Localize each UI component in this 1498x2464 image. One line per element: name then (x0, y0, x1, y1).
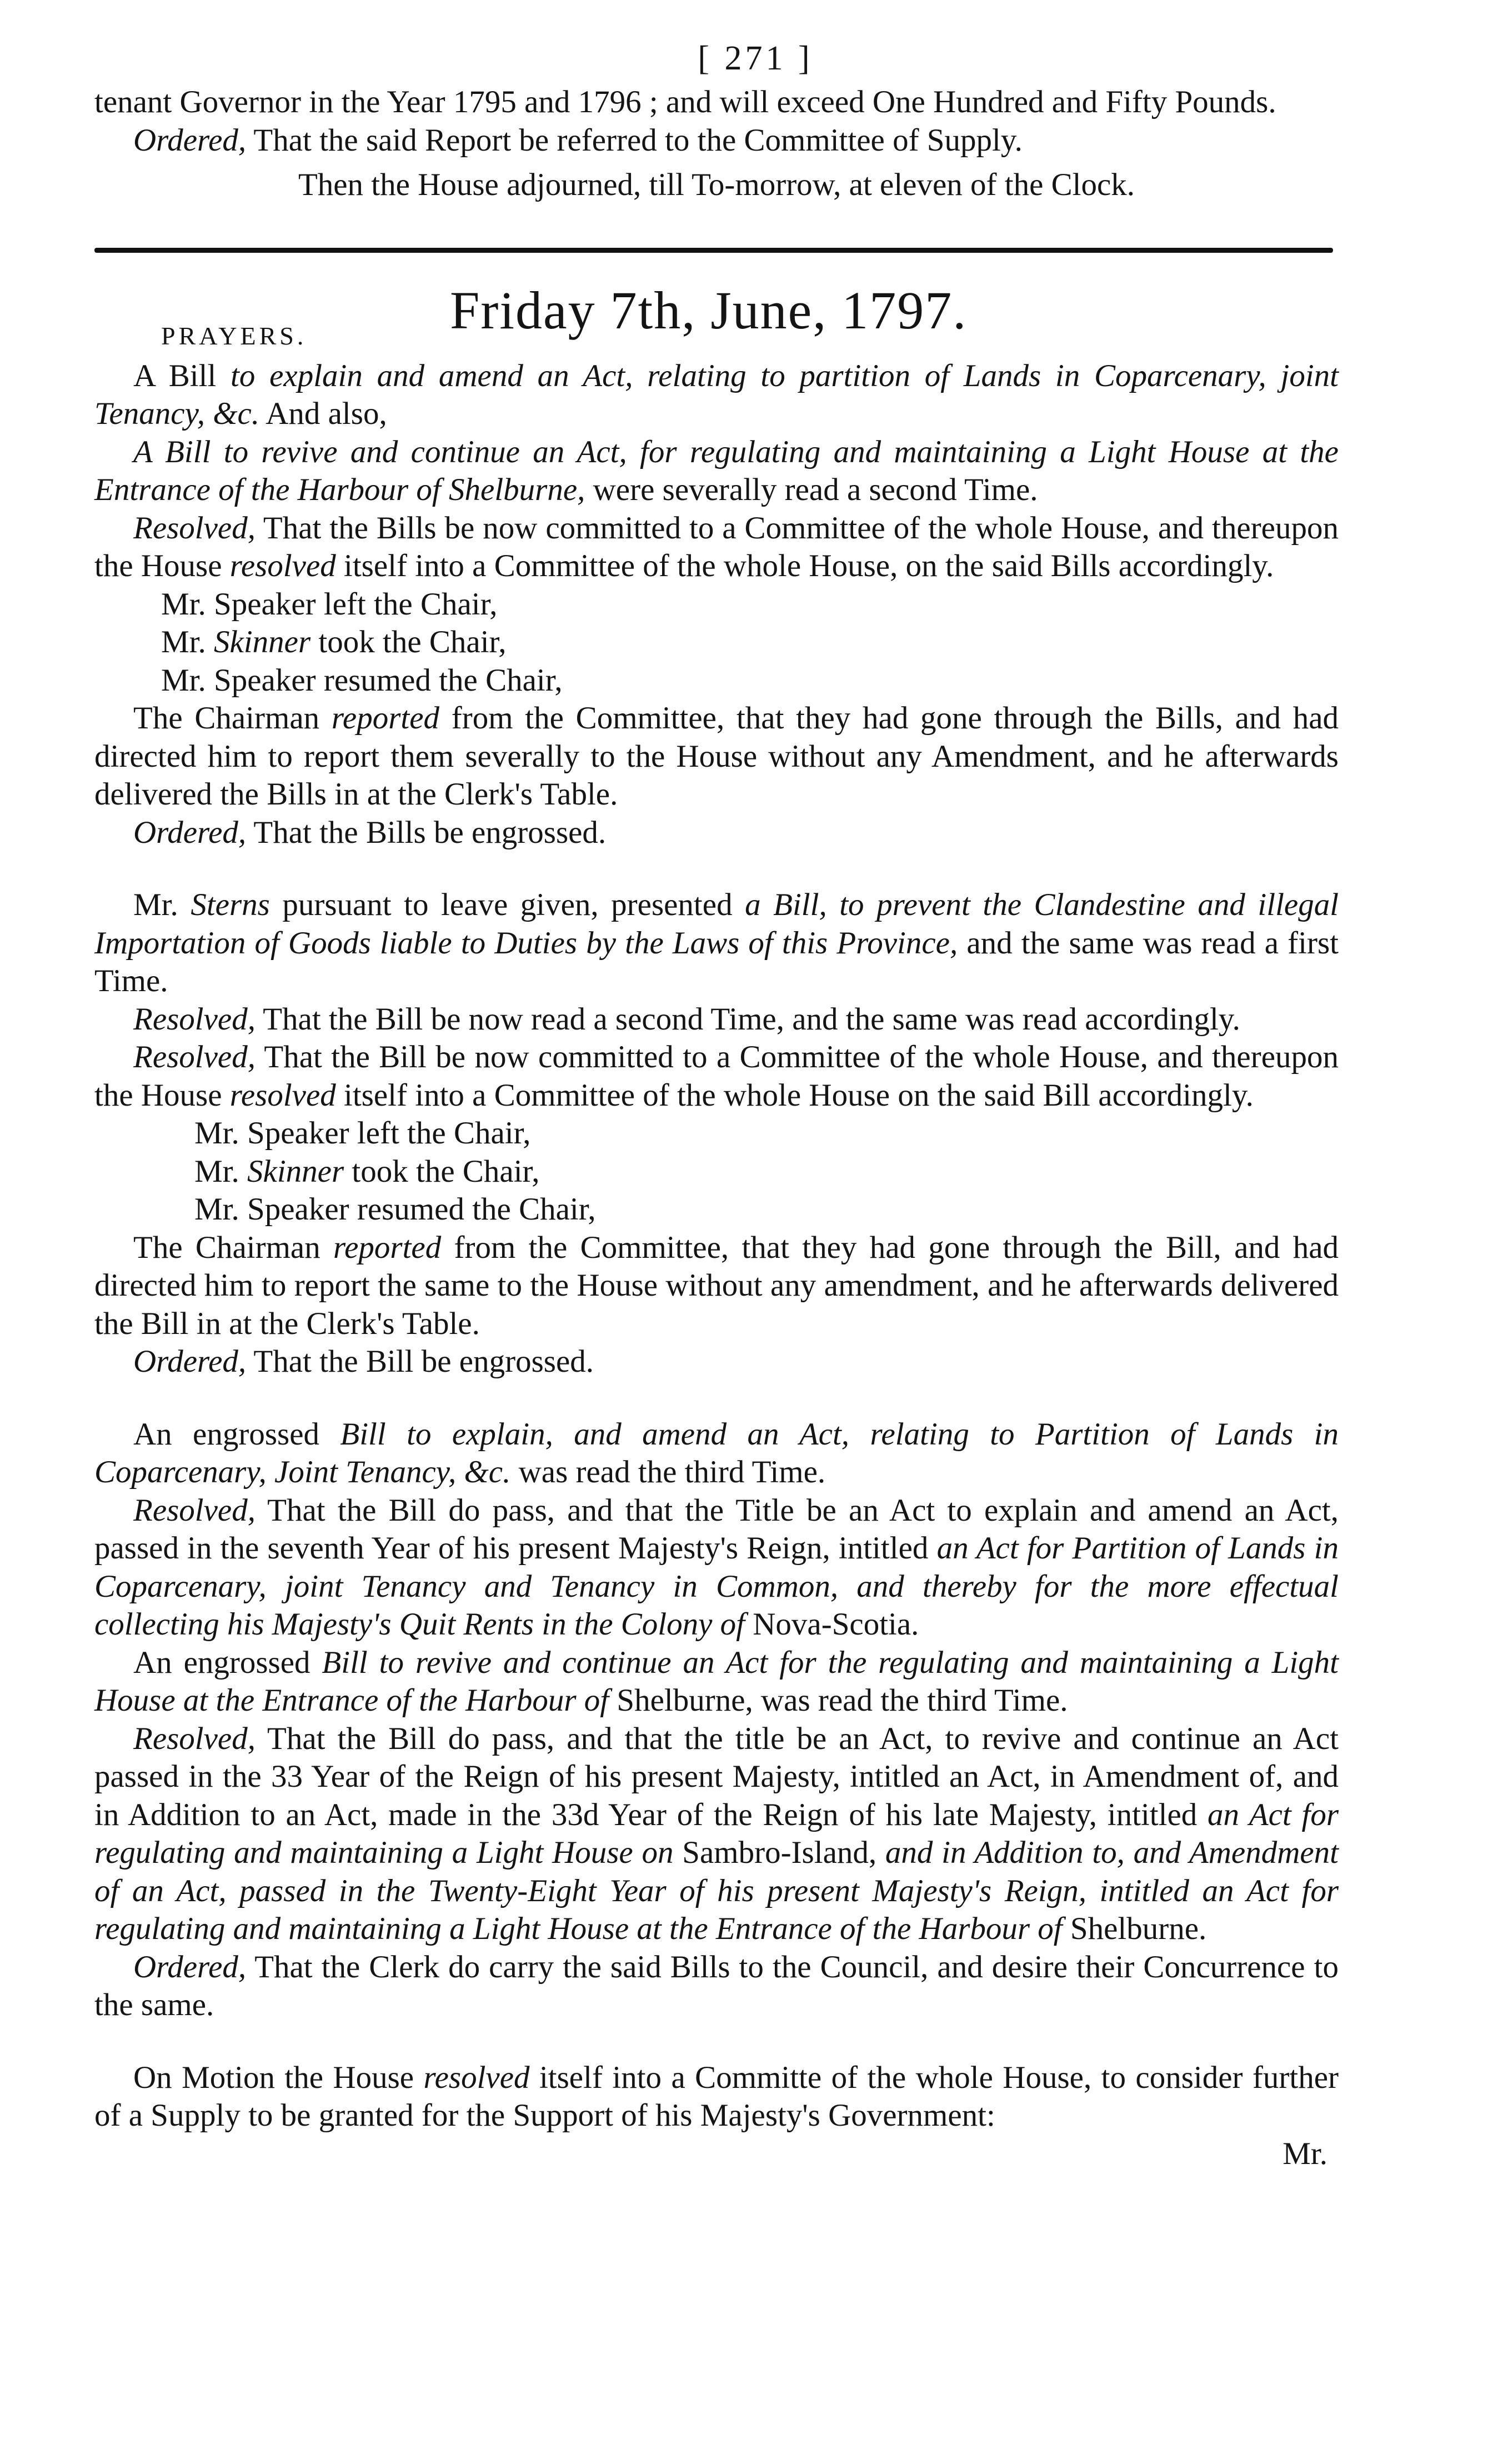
text: took the Chair, (318, 624, 507, 659)
paragraph (94, 814, 1339, 852)
text: The Chairman (133, 1229, 320, 1265)
text: The Chairman (133, 701, 320, 736)
text: That the Bills be now committed to a Committee of the whole House, and thereupon the House (94, 510, 1339, 583)
journal-page (94, 39, 1339, 2173)
ordered-label: Ordered, (133, 814, 247, 850)
bill-title: Bill to revive and continue an Act for the regulating and maintaining a Light House at the Entrance of the Harbour of (94, 1645, 1339, 1718)
text: Mr. (161, 624, 206, 659)
text: was read the third Time. (518, 1455, 826, 1490)
resolved-label: Resolved, (133, 1721, 255, 1756)
text: from the Committee, that they had gone through the Bills, and had directed him to report them severally to the House without any Amendment, and he afterwards delivered the Bills in at the Clerk's Table. (94, 701, 1339, 812)
member-name: Skinner (247, 1153, 344, 1189)
text: itself into a Committee of the whole House on the said Bill accordingly. (344, 1077, 1254, 1113)
ordered-label: Ordered, (133, 1344, 247, 1379)
act-title: and in Addition to, and Amendment of an Act, passed in the Twenty-Eight Year of his present Majesty's Reign, intitled an Act for regulating and maintaining a Light House at the Entrance of the Harbour of (94, 1835, 1339, 1946)
text: Shelburne, was read the third Time. (617, 1683, 1068, 1718)
paragraph (94, 1492, 1339, 1644)
section-clandestine-bill (94, 886, 1339, 1381)
text: On Motion the House (133, 2060, 414, 2095)
ordered-text: That the said Report be referred to the Committee of Supply. (253, 122, 1023, 158)
act-title: an Act for Partition of Lands in Coparcenary, joint Tenancy and Tenancy in Common, and thereby for the more effectual collecting his Majesty's Quit Rents in the Colony of (94, 1531, 1339, 1642)
text: An engrossed (133, 1645, 310, 1680)
text: An engrossed (133, 1416, 319, 1452)
ordered-label: Ordered, (133, 1949, 247, 1985)
paragraph (94, 1720, 1339, 1948)
text: That the Clerk do carry the said Bills to the Council, and desire their Concurrence to the same. (94, 1949, 1339, 2022)
paragraph (94, 886, 1339, 1001)
resolved-label: Resolved, (133, 1001, 255, 1037)
resolved-label: Resolved, (133, 1039, 255, 1074)
text: itself into a Committee of the whole House, on the said Bills accordingly. (344, 548, 1274, 583)
act-title: an Act for regulating and maintaining a Light House on (94, 1797, 1339, 1870)
bill-title: to explain and amend an Act, relating to partition of Lands in Coparcenary, joint Tenancy, &c. (94, 358, 1339, 431)
text: Nova-Scotia. (753, 1607, 919, 1642)
text-italic: resolved (229, 1077, 336, 1113)
paragraph (94, 1038, 1339, 1114)
paragraph (94, 2059, 1339, 2135)
ordered-label: Ordered, (133, 122, 247, 158)
text: itself into a Committe of the whole House, to consider further of a Supply to be granted for the Support of his Majesty's Government: (94, 2060, 1339, 2133)
text: That the Bill be engrossed. (253, 1344, 594, 1379)
date-heading: Friday 7th, June, 1797. (450, 280, 968, 340)
paragraph (94, 1644, 1339, 1720)
text: Mr. (194, 1153, 239, 1189)
text: were severally read a second Time. (593, 472, 1038, 507)
section-engrossed-bills (94, 1416, 1339, 2025)
text: Mr. (133, 887, 178, 922)
chair-line: Mr. Speaker left the Chair, (161, 586, 498, 622)
paragraph (94, 1343, 1339, 1381)
paragraph (94, 433, 1339, 509)
text: and the same was read a first Time. (94, 925, 1339, 998)
intro-ordered (94, 122, 1339, 160)
prayers-label: PRAYERS. (161, 321, 307, 350)
text-italic: resolved (229, 548, 336, 583)
spacer (94, 2025, 1339, 2059)
bill-title: A Bill to revive and continue an Act, for regulating and maintaining a Light House at the Entrance of the Harbour of Shelburne, (94, 434, 1339, 507)
chair-line (94, 1153, 1339, 1191)
member-name: Sterns (191, 887, 270, 922)
text-italic: reported (333, 1229, 442, 1265)
section-divider (94, 248, 1333, 253)
resolved-label: Resolved, (133, 1492, 255, 1528)
text: That the Bill be now read a second Time, and the same was read accordingly. (263, 1001, 1240, 1037)
paragraph (94, 1416, 1339, 1492)
bill-title: a Bill, to prevent the Clandestine and illegal Importation of Goods liable to Duties by the Laws of this Province, (94, 887, 1339, 961)
text: pursuant to leave given, presented (282, 887, 733, 922)
spacer (94, 852, 1339, 886)
text: Sambro-Island, (682, 1835, 877, 1870)
chair-line: Mr. Speaker left the Chair, (194, 1116, 531, 1151)
text: And also, (265, 396, 387, 431)
chair-line: Mr. Speaker resumed the Chair, (161, 662, 563, 698)
date-heading-row (94, 279, 1339, 357)
chair-line (94, 623, 1339, 662)
paragraph (94, 1948, 1339, 2025)
adjourned-line: Then the House adjourned, till To-morrow, at eleven of the Clock. (298, 167, 1135, 202)
paragraph (94, 1229, 1339, 1343)
resolved-label: Resolved, (133, 510, 255, 546)
text: That the Bills be engrossed. (253, 814, 607, 850)
paragraph (94, 1001, 1339, 1039)
bill-title: Bill to explain, and amend an Act, relating to Partition of Lands in Coparcenary, Joint Tenancy, &c. (94, 1416, 1339, 1490)
intro-line: tenant Governor in the Year 1795 and 1796 ; and will exceed One Hundred and Fifty Pounds. (94, 84, 1276, 119)
section-supply-motion (94, 2059, 1339, 2173)
text: That the Bill do pass, and that the title be an Act, to revive and continue an Act passed in the 33 Year of the Reign of his present Majesty, intitled an Act, in Amendment of, and in Addition to an Act, made in the 33d Year of the Reign of his late Majesty, intitled (94, 1721, 1339, 1832)
paragraph (94, 509, 1339, 586)
text: Shelburne. (1070, 1911, 1207, 1946)
text: A Bill (133, 358, 217, 393)
text: That the Bill be now committed to a Committee of the whole House, and thereupon the House (94, 1039, 1339, 1113)
spacer (94, 1381, 1339, 1416)
text: That the Bill do pass, and that the Title be an Act to explain and amend an Act, passed in the seventh Year of his present Majesty's Reign, intitled (94, 1492, 1339, 1566)
page-number: [ 271 ] (698, 39, 813, 77)
paragraph (94, 699, 1339, 814)
section-bills-second-reading (94, 357, 1339, 852)
paragraph (94, 357, 1339, 433)
text-italic: resolved (423, 2060, 530, 2095)
chair-line: Mr. Speaker resumed the Chair, (194, 1192, 596, 1227)
text: from the Committee, that they had gone through the Bill, and had directed him to report the same to the House without any amendment, and he afterwards delivered the Bill in at the Clerk's Table. (94, 1229, 1339, 1341)
text-italic: reported (331, 701, 440, 736)
member-name: Skinner (214, 624, 311, 659)
catchword: Mr. (1282, 2136, 1327, 2171)
text: took the Chair, (352, 1153, 540, 1189)
